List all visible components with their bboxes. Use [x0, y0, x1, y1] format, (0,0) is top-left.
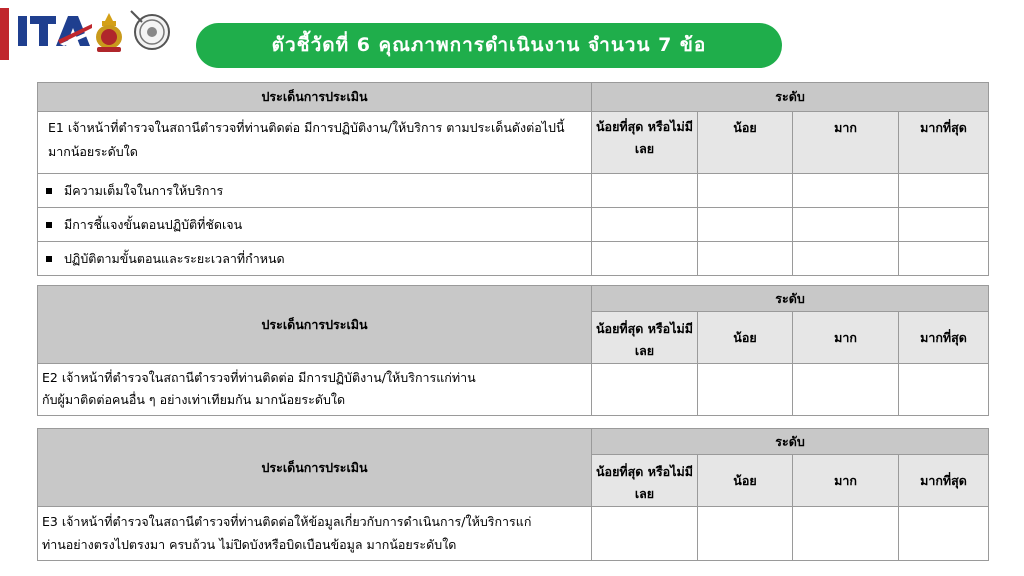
rating-cell[interactable] [698, 208, 793, 242]
rating-cell[interactable] [698, 242, 793, 276]
rating-cell[interactable] [899, 507, 989, 561]
rating-cell[interactable] [899, 242, 989, 276]
rating-cell[interactable] [698, 507, 793, 561]
level-least: น้อยที่สุด หรือไม่มีเลย [592, 455, 698, 507]
bullet-icon [46, 256, 52, 262]
rating-cell[interactable] [793, 174, 899, 208]
level-most: มากที่สุด [899, 312, 989, 364]
list-item: มีการชี้แจงขั้นตอนปฏิบัติที่ชัดเจน [38, 208, 592, 242]
rating-cell[interactable] [592, 242, 698, 276]
level-header: ระดับ [592, 83, 989, 112]
agency-seal-logo [128, 8, 172, 52]
bullet-icon [46, 222, 52, 228]
level-least: น้อยที่สุด หรือไม่มีเลย [592, 312, 698, 364]
rating-cell[interactable] [793, 507, 899, 561]
issue-header: ประเด็นการประเมิน [38, 286, 592, 364]
question-e1: E1 เจ้าหน้าที่ตำรวจในสถานีตำรวจที่ท่านติดต่อ มีการปฏิบัติงาน/ให้บริการ ตามประเด็นดังต่อไปนี้ มากน้อยระดับใด [38, 112, 592, 174]
rating-cell[interactable] [592, 507, 698, 561]
evaluation-table-e1 [37, 82, 989, 276]
rating-cell[interactable] [592, 364, 698, 416]
question-e2: E2 เจ้าหน้าที่ตำรวจในสถานีตำรวจที่ท่านติดต่อ มีการปฏิบัติงาน/ให้บริการแก่ท่าน กับผู้มาติดต่อคนอื่น ๆ อย่างเท่าเทียมกัน มากน้อยระดับใด [38, 364, 592, 416]
level-least: น้อยที่สุด หรือไม่มีเลย [592, 112, 698, 174]
level-most: มากที่สุด [899, 455, 989, 507]
left-accent-bar [0, 8, 9, 60]
level-header: ระดับ [592, 286, 989, 312]
question-e3: E3 เจ้าหน้าที่ตำรวจในสถานีตำรวจที่ท่านติดต่อให้ข้อมูลเกี่ยวกับการดำเนินการ/ให้บริการแก่ ท่านอย่างตรงไปตรงมา ครบถ้วน ไม่ปิดบังหรือบิดเบือนข้อมูล มากน้อยระดับใด [38, 507, 592, 561]
indicator-title: ตัวชี้วัดที่ 6 คุณภาพการดำเนินงาน จำนวน 7 ข้อ [196, 23, 782, 68]
ita-logo-graphic [16, 10, 94, 54]
level-much: มาก [793, 455, 899, 507]
rating-cell[interactable] [899, 364, 989, 416]
rating-cell[interactable] [698, 174, 793, 208]
level-much: มาก [793, 312, 899, 364]
royal-emblem-logo [92, 12, 126, 54]
level-little: น้อย [698, 112, 793, 174]
rating-cell[interactable] [698, 364, 793, 416]
level-much: มาก [793, 112, 899, 174]
list-item: ปฏิบัติตามขั้นตอนและระยะเวลาที่กำหนด [38, 242, 592, 276]
rating-cell[interactable] [899, 174, 989, 208]
evaluation-table-e2 [37, 285, 989, 416]
rating-cell[interactable] [592, 174, 698, 208]
level-little: น้อย [698, 312, 793, 364]
rating-cell[interactable] [793, 208, 899, 242]
rating-cell[interactable] [793, 364, 899, 416]
issue-header: ประเด็นการประเมิน [38, 83, 592, 112]
level-most: มากที่สุด [899, 112, 989, 174]
list-item: มีความเต็มใจในการให้บริการ [38, 174, 592, 208]
evaluation-table-e3 [37, 428, 989, 561]
level-little: น้อย [698, 455, 793, 507]
rating-cell[interactable] [592, 208, 698, 242]
rating-cell[interactable] [793, 242, 899, 276]
ita-logo [16, 10, 92, 52]
bullet-icon [46, 188, 52, 194]
level-header: ระดับ [592, 429, 989, 455]
rating-cell[interactable] [899, 208, 989, 242]
issue-header: ประเด็นการประเมิน [38, 429, 592, 507]
